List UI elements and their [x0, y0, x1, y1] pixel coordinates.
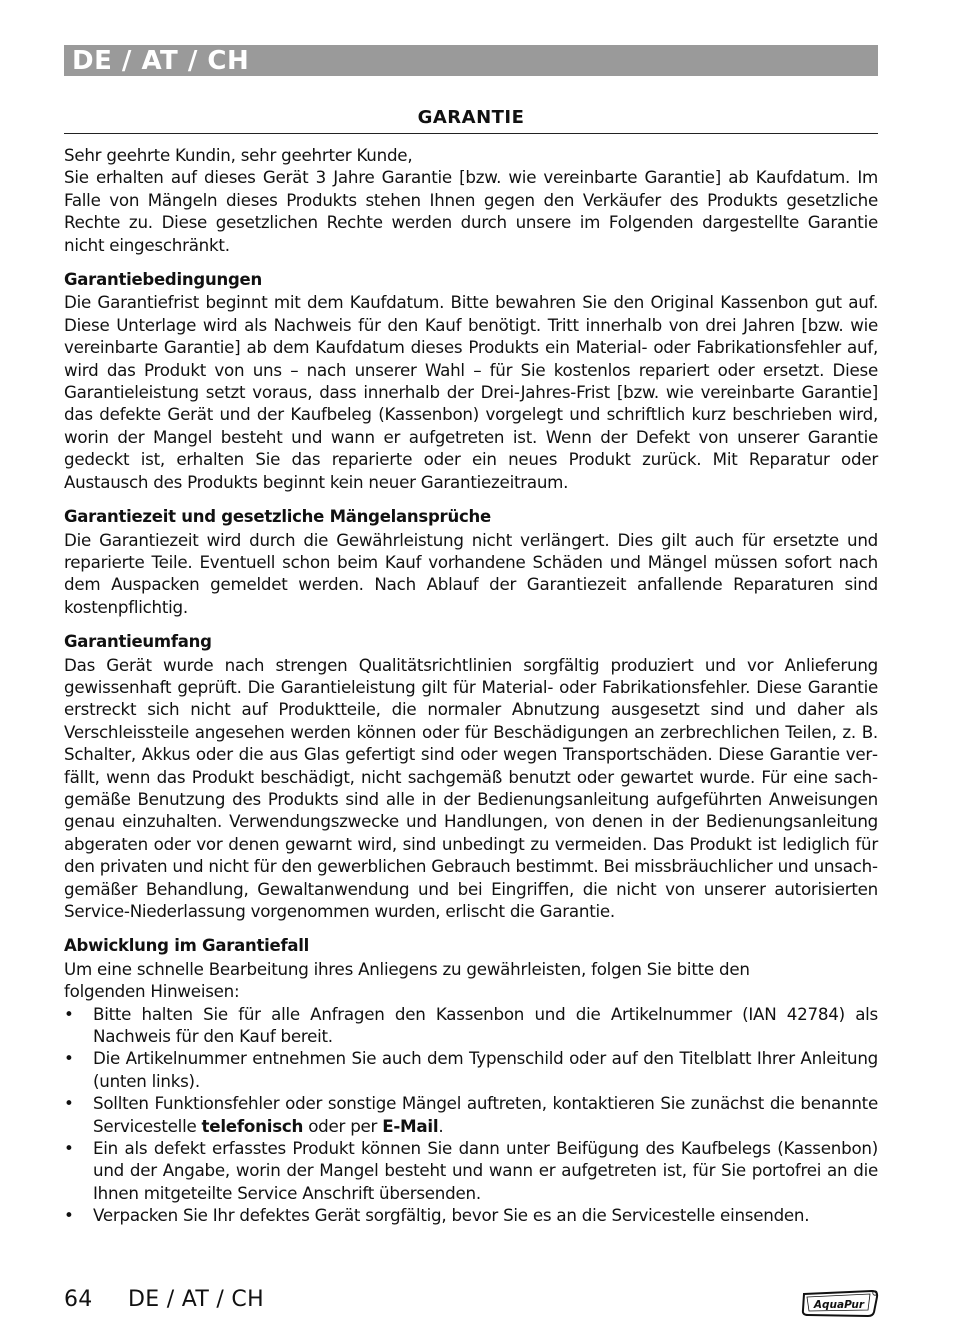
bullet-text-3-phone: telefonisch: [201, 1115, 304, 1136]
scope-paragraph: Das Gerät wurde nach strengen Qualitätsrichtlinien sorgfältig produziert und vor Anlieferung gewissenhaft geprüft. Die Garantieleistung gilt für Material- oder Fabrikationsfehler. Diese Garantie erstreckt sich nicht auf Produktteile, die normaler Abnutzung ausgesetzt sind und daher als Verschleissteile angesehen werden können oder für Beschädigungen an zerbrechlichen Teilen, z. B. Schalter, Akkus oder die aus Glas gefertigt sind oder wegen Transportschäden. Diese Garantie verfällt, wenn das Produkt beschädigt, nicht sachgemäß benutzt oder gewartet wurde. Für eine sachgemäße Benutzung des Produkts sind alle in der Bedienungsanleitung aufgeführten Anweisungen genau einzuhalten. Verwendungszwecke und Handlungen, von denen in der Bedienungsanleitung abgeraten oder vor denen gewarnt wird, sind unbedingt zu vermeiden. Das Produkt ist lediglich für den privaten und nicht für den gewerblichen Gebrauch bestimmt. Bei missbräuchlicher und unsachgemäßer Behandlung, Gewaltanwendung und bei Eingriffen, die nicht von unserer autorisierten Service-Niederlassung vorgenommen wurden, erlischt die Garantie.: [64, 654, 878, 921]
list-item: [64, 1047, 878, 1092]
conditions-paragraph: Die Garantiefrist beginnt mit dem Kaufdatum. Bitte bewahren Sie den Original Kassenbon gut auf. Diese Unterlage wird als Nachweis für den Kauf benötigt. Tritt innerhalb von drei Jahren [bzw. wie vereinbarte Garantie] ab dem Kaufdatum dieses Produkts ein Material- oder Fabrikationsfehler auf, wird das Produkt von uns – nach unserer Wahl – für Sie kostenlos repariert oder ersetzt. Diese Garantieleistung setzt voraus, dass innerhalb der Drei-Jahres-Frist [bzw. wie vereinbarte Garantie] das defekte Gerät und der Kaufbeleg (Kassenbon) vorgelegt und schriftlich kurz beschrieben wird, worin der Mangel besteht und wann er aufgetreten ist. Wenn der Defekt von unserer Garantie gedeckt ist, erhalten Sie das reparierte oder ein neues Produkt zurück. Mit Reparatur oder Austausch des Produkts beginnt kein neuer Garantiezeitraum.: [64, 292, 878, 492]
footer-region: DE / AT / CH: [128, 1287, 264, 1312]
section-title: GARANTIE: [417, 107, 525, 128]
bullet-text-3-pre: Sollten Funktionsfehler oder sonstige Mängel auftreten, kontaktieren Sie zunächst die benannte Servicestelle: [93, 1093, 878, 1136]
conditions-heading: Garantiebedingungen: [64, 270, 262, 290]
bullet-text-3-end: .: [438, 1115, 444, 1136]
header-title: DE / AT / CH: [72, 46, 250, 76]
period-heading: Garantiezeit und gesetzliche Mängelansprüche: [64, 507, 491, 527]
bullet-text-2: Die Artikelnummer entnehmen Sie auch dem Typenschild oder auf den Titelblatt Ihrer Anleitung (unten links).: [93, 1048, 878, 1091]
intro-greeting: Sehr geehrte Kundin, sehr geehrter Kunde,: [64, 145, 413, 165]
page-footer: [64, 1286, 264, 1314]
handling-heading: Abwicklung im Garantiefall: [64, 936, 310, 956]
bullet-text-5: Verpacken Sie Ihr defektes Gerät sorgfältig, bevor Sie es an die Servicestelle einsenden.: [93, 1205, 810, 1226]
scope-heading: Garantieumfang: [64, 632, 212, 652]
page-number: 64: [64, 1287, 93, 1312]
handling-intro-line1: Um eine schnelle Bearbeitung ihres Anliegens zu gewährleisten, folgen Sie bitte den: [64, 958, 750, 979]
header-bar: [64, 45, 878, 76]
intro-paragraph: Sie erhalten auf dieses Gerät 3 Jahre Garantie [bzw. wie vereinbarte Garantie] ab Kaufdatum. Im Falle von Mängeln dieses Produkts stehen Ihnen gegen den Verkäufer des Produkts gesetzliche Rechte zu. Diese gesetzlichen Rechte werden durch unsere im Folgenden dargestellte Garantie nicht eingeschränkt.: [64, 167, 878, 255]
bullet-text-3-mid: oder per: [303, 1115, 383, 1136]
handling-list: [64, 1003, 878, 1227]
list-item: [64, 1204, 878, 1226]
aquapur-logo: [800, 1288, 880, 1318]
bullet-text-1: Bitte halten Sie für alle Anfragen den Kassenbon und die Artikelnummer (IAN 42784) als Nachweis für den Kauf bereit.: [93, 1003, 878, 1047]
document-body: [64, 144, 878, 1227]
handling-intro-line2: folgenden Hinweisen:: [64, 981, 240, 1002]
period-paragraph: Die Garantiezeit wird durch die Gewährleistung nicht verlängert. Dies gilt auch für ersetzte und reparierte Teile. Eventuell schon beim Kauf vorhandene Schäden und Mängel müssen sofort nach dem Auspacken gemeldet werden. Nach Ablauf der Garantiezeit anfallende Reparaturen sind kostenpflichtig.: [64, 529, 878, 617]
bullet-text-4: Ein als defekt erfasstes Produkt können Sie dann unter Beifügung des Kaufbelegs (Kassenbon) und der Angabe, worin der Mangel besteht und wann er aufgetreten ist, für Sie portofrei an die Ihnen mitgeteilte Service Anschrift übersenden.: [93, 1138, 878, 1203]
list-item: [64, 1092, 878, 1137]
logo-text: AquaPur: [813, 1299, 865, 1311]
bullet-text-3-email: E-Mail: [382, 1115, 439, 1136]
list-item: [64, 1137, 878, 1204]
list-item: [64, 1003, 878, 1048]
title-divider: [64, 133, 878, 134]
